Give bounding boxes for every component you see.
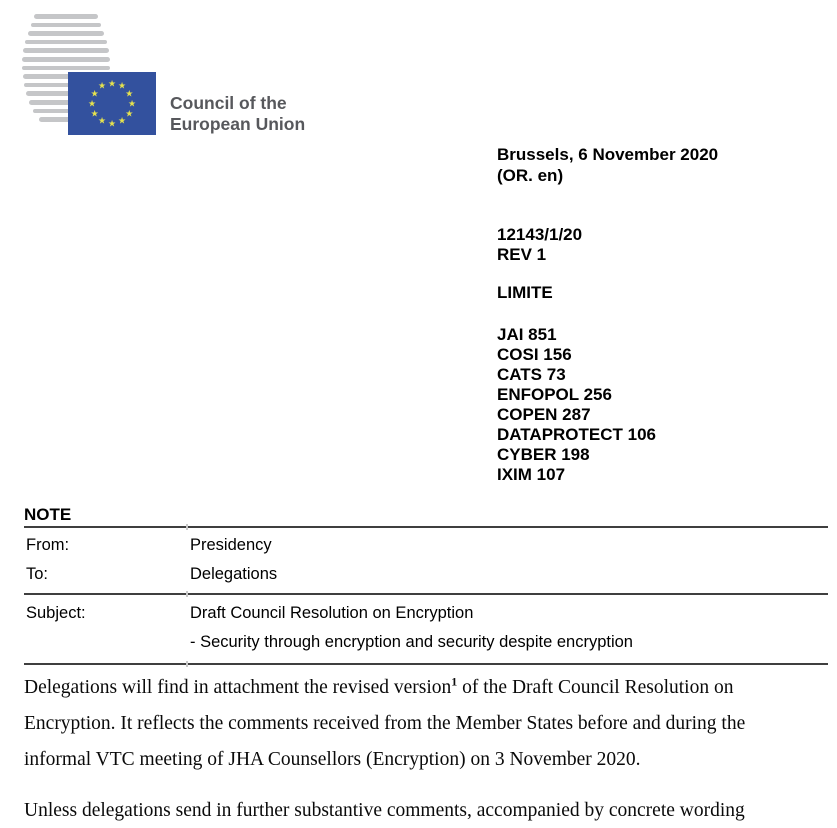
distribution-code: IXIM 107: [497, 465, 566, 484]
from-value: Presidency: [190, 536, 272, 554]
p1-text-before: Delegations will find in attachment the revised version: [24, 677, 452, 698]
eu-flag-star: ★: [107, 78, 117, 88]
eu-flag-star: ★: [127, 98, 137, 108]
eu-flag-star: ★: [117, 80, 127, 91]
distribution-code: CATS 73: [497, 365, 566, 384]
lantern-stripe: [28, 31, 104, 36]
subject-value-line2: - Security through encryption and security despite encryption: [190, 633, 633, 651]
lantern-stripe: [22, 57, 110, 62]
body-paragraph-1: [24, 670, 816, 778]
distribution-code: JAI 851: [497, 325, 557, 344]
eu-flag-star: ★: [90, 108, 99, 118]
distribution-code: COSI 156: [497, 345, 572, 364]
distribution-code: DATAPROTECT 106: [497, 425, 657, 444]
column-tick: [186, 591, 188, 597]
table-rule-top: [24, 526, 828, 528]
to-value: Delegations: [190, 565, 278, 583]
eu-flag-star: ★: [117, 115, 127, 126]
lantern-stripe: [31, 23, 101, 28]
header-meta: [497, 144, 827, 485]
place-date: Brussels, 6 November 2020: [497, 145, 719, 164]
footnote-ref: 1: [451, 674, 458, 689]
org-name-line1: Council of the: [170, 93, 287, 113]
distribution-code: ENFOPOL 256: [497, 385, 612, 404]
subject-label: Subject:: [26, 604, 86, 622]
table-rule-middle: [24, 593, 828, 595]
distribution-code: CYBER 198: [497, 445, 590, 464]
eu-flag-star: ★: [125, 88, 134, 98]
doc-revision: REV 1: [497, 244, 547, 264]
lantern-stripe: [22, 66, 110, 71]
body-paragraph-2: Unless delegations send in further substantive comments, accompanied by concrete wording: [24, 800, 745, 821]
eu-flag-star: ★: [97, 115, 107, 126]
language-code: (OR. en): [497, 166, 564, 185]
table-row-from: [26, 531, 828, 560]
lantern-stripe: [34, 14, 98, 19]
eu-flag-star: ★: [90, 88, 99, 98]
table-row-subject: [26, 599, 828, 628]
column-tick: [186, 661, 188, 667]
council-logo: [0, 0, 460, 150]
lantern-stripe: [25, 40, 107, 45]
table-row-subject-continuation: [26, 628, 828, 657]
classification-marking: LIMITE: [497, 283, 553, 302]
org-name: [170, 93, 305, 134]
org-name-line2: European Union: [170, 113, 306, 134]
table-row-to: [26, 560, 828, 589]
eu-flag-star: ★: [125, 108, 134, 118]
lantern-stripe: [23, 48, 109, 53]
distribution-codes: [497, 325, 827, 485]
table-rule-bottom: [24, 663, 828, 665]
document-body: [24, 670, 816, 828]
column-tick: [186, 524, 188, 530]
distribution-code: COPEN 287: [497, 405, 591, 424]
subject-label-spacer: [26, 628, 190, 657]
p1-text-after: of the Draft Council Resolution on Encryption. It reflects the comments received from the Member States before and during the informal VTC meeting of JHA Counsellors (Encryption) on 3 November 2020.: [24, 677, 746, 770]
note-table: [24, 504, 828, 665]
note-title: NOTE: [24, 505, 72, 524]
eu-flag-star: ★: [97, 80, 107, 91]
from-label: From:: [26, 536, 70, 554]
eu-flag-star: ★: [87, 98, 97, 108]
doc-number: 12143/1/20: [497, 225, 583, 244]
subject-value: Draft Council Resolution on Encryption: [190, 604, 474, 622]
eu-flag-icon: [68, 72, 156, 135]
eu-flag-star: ★: [107, 118, 117, 128]
to-label: To:: [26, 565, 49, 583]
